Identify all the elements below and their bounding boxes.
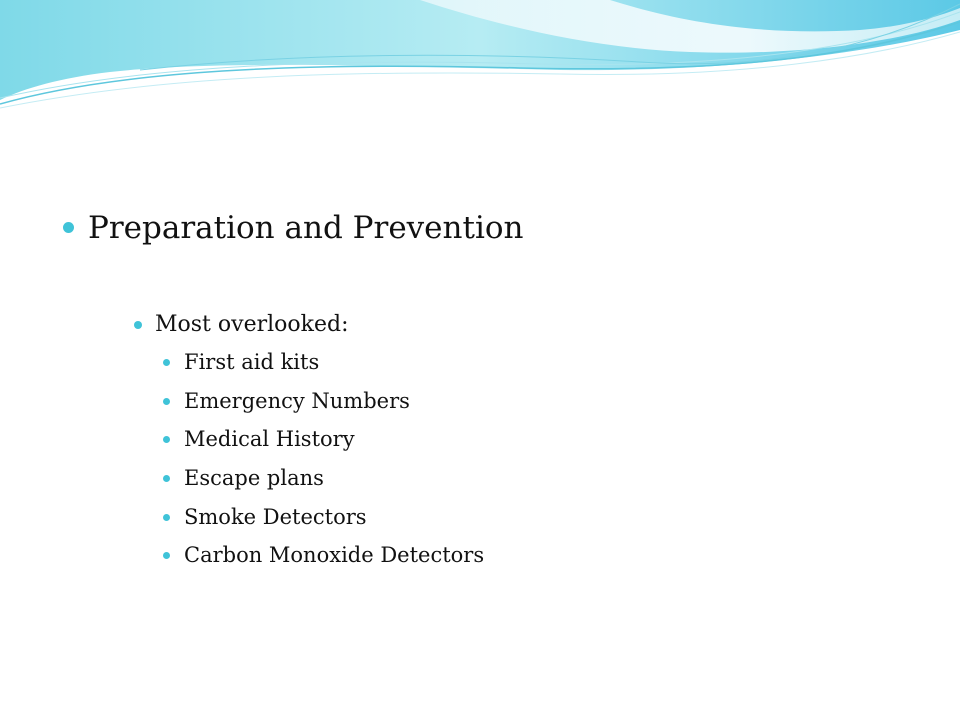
bullet-dot — [134, 321, 142, 329]
list-item: Medical History — [184, 427, 355, 451]
bullet-dot — [163, 398, 170, 405]
heading-text: Preparation and Prevention — [88, 210, 524, 246]
bullet-dot — [163, 359, 170, 366]
list-item: Carbon Monoxide Detectors — [184, 543, 485, 567]
bullet-dot — [163, 552, 170, 559]
list-item: Emergency Numbers — [184, 389, 410, 413]
bullet-dot — [163, 514, 170, 521]
subheading-text: Most overlooked: — [155, 312, 349, 337]
list-item: First aid kits — [184, 350, 320, 374]
bullet-dot — [163, 436, 170, 443]
list-item: Smoke Detectors — [184, 505, 367, 529]
bullet-dot — [63, 222, 74, 233]
header-wave-decoration — [0, 0, 960, 140]
bullet-dot — [163, 475, 170, 482]
list-item: Escape plans — [184, 466, 324, 490]
